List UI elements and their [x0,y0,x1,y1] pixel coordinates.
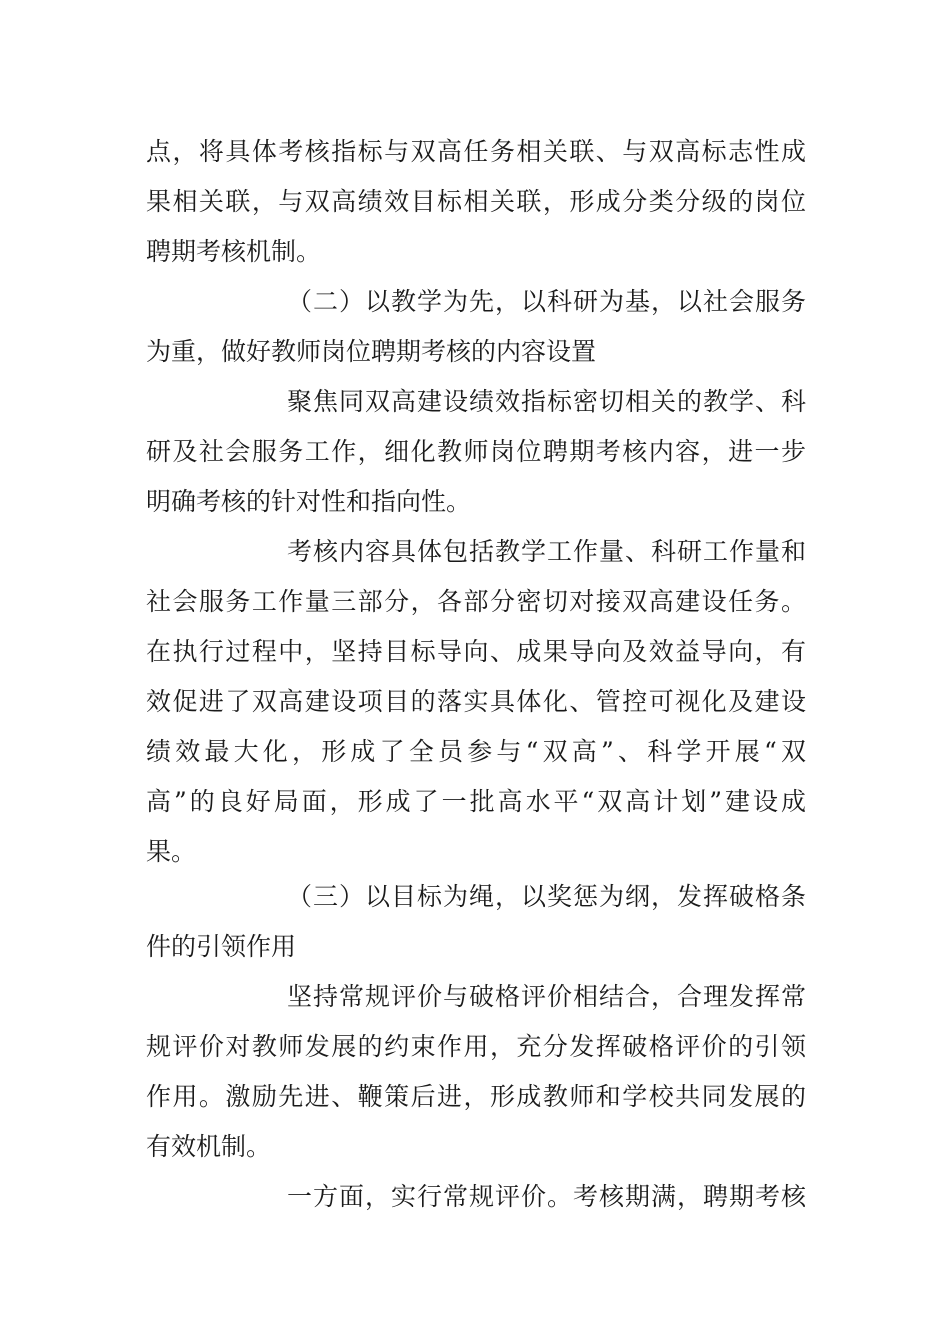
text-line: 果。 [146,837,197,866]
text-line: 聚焦同双高建设绩效指标密切相关的教学、科 [287,387,806,416]
text-line: 聘期考核机制。 [146,237,322,266]
section-heading-line: （三）以目标为绳，以奖惩为纲，发挥破格条 [287,882,806,911]
text-line: 坚持常规评价与破格评价相结合，合理发挥常 [287,982,806,1011]
section-heading-line: 为重，做好教师岗位聘期考核的内容设置 [146,337,597,366]
text-line: 点，将具体考核指标与双高任务相关联、与双高标志性成 [146,137,806,166]
text-line: 规评价对教师发展的约束作用，充分发挥破格评价的引领 [146,1032,806,1061]
text-line: 在执行过程中，坚持目标导向、成果导向及效益导向，有 [146,637,806,666]
text-line: 考核内容具体包括教学工作量、科研工作量和 [287,537,806,566]
text-line: 研及社会服务工作，细化教师岗位聘期考核内容，进一步 [146,437,806,466]
text-line: 明确考核的针对性和指向性。 [146,487,472,516]
text-line: 高”的良好局面，形成了一批高水平“双高计划”建设成 [146,787,806,816]
text-line: 果相关联，与双高绩效目标相关联，形成分类分级的岗位 [146,187,806,216]
section-heading-line: （二）以教学为先，以科研为基，以社会服务 [287,287,806,316]
text-line: 一方面，实行常规评价。考核期满，聘期考核 [287,1182,806,1211]
text-line: 效促进了双高建设项目的落实具体化、管控可视化及建设 [146,687,806,716]
text-line: 社会服务工作量三部分，各部分密切对接双高建设任务。 [146,587,806,616]
text-line: 有效机制。 [146,1132,272,1161]
text-line: 绩效最大化，形成了全员参与“双高”、科学开展“双 [146,737,806,766]
text-line: 作用。激励先进、鞭策后进，形成教师和学校共同发展的 [146,1082,806,1111]
section-heading-line: 件的引领作用 [146,932,297,961]
